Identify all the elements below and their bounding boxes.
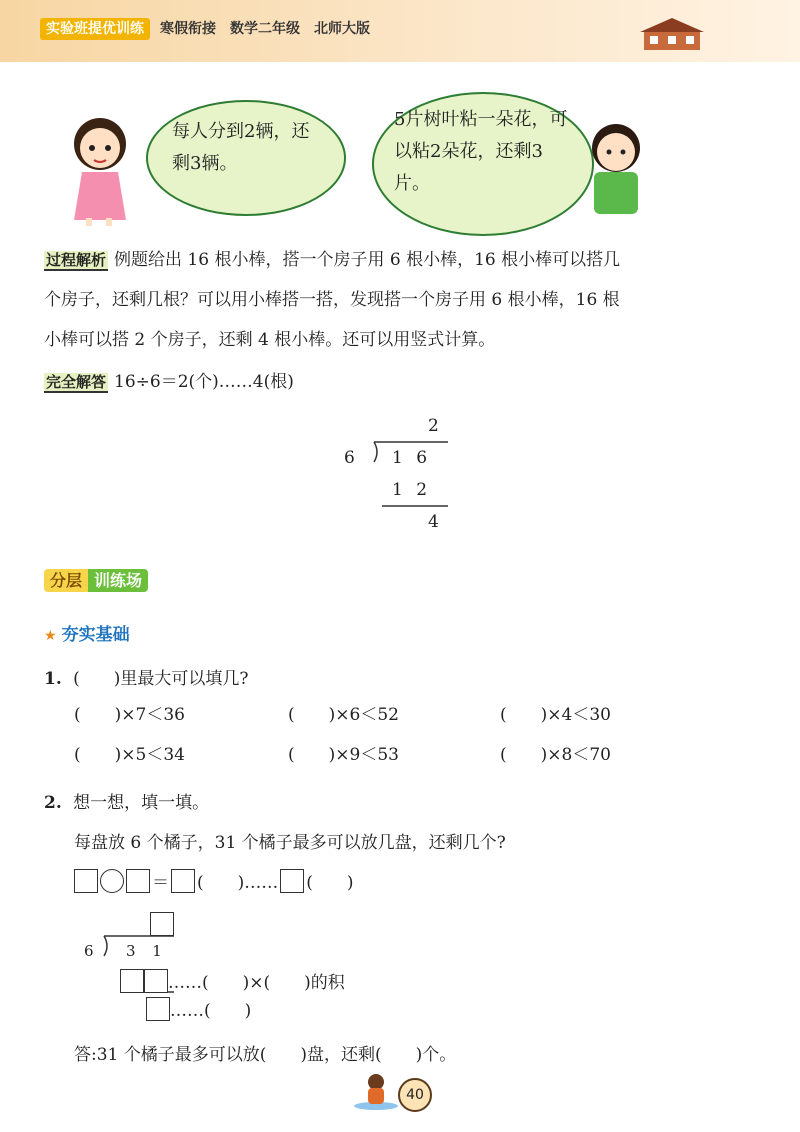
remainder-explanation[interactable]: ……( ) xyxy=(170,1001,252,1021)
answer-box[interactable] xyxy=(126,869,150,893)
section-title xyxy=(44,568,148,596)
q2-story: 每盘放 6 个橘子，31 个橘子最多可以放几盘，还剩几个? xyxy=(74,833,506,853)
boy-speech-text: 5片树叶粘一朵花，可以粘2朵花，还剩3片。 xyxy=(394,109,568,194)
q2-heading xyxy=(44,788,209,813)
division-quotient: 2 xyxy=(428,416,439,436)
remainder-unit-blank[interactable]: ( ) xyxy=(306,873,354,893)
q2-row-product xyxy=(120,968,345,993)
q1-prompt: ( )里最大可以填几? xyxy=(73,669,249,689)
division-divisor: 6 xyxy=(344,448,355,468)
answer-box[interactable] xyxy=(74,869,98,893)
q1-heading xyxy=(44,664,249,689)
division-dividend: 1 6 xyxy=(392,448,432,468)
q1-item-6: ( )×8＜70 xyxy=(500,745,611,765)
answer-tag: 完全解答 xyxy=(46,373,107,391)
boy-illustration xyxy=(580,118,652,218)
girl-illustration xyxy=(60,110,152,228)
q1-item-1: ( )×7＜36 xyxy=(74,705,185,725)
section-title-part1: 分层 xyxy=(44,569,88,592)
analysis-block xyxy=(44,240,764,360)
page-number: 40 xyxy=(398,1078,432,1112)
answer-box[interactable] xyxy=(280,869,304,893)
analysis-line-1: 例题给出 16 根小棒，搭一个房子用 6 根小棒，16 根小棒可以搭几 xyxy=(114,250,621,270)
star-icon: ★ xyxy=(44,628,57,644)
q1-item-2: ( )×6＜52 xyxy=(288,705,399,725)
q2-number: 2. xyxy=(44,793,62,813)
product-explanation[interactable]: ……( )×( )的积 xyxy=(168,973,345,993)
q2-dividend: 3 1 xyxy=(126,942,168,960)
answer-box[interactable] xyxy=(144,969,168,993)
answer-box[interactable] xyxy=(146,997,170,1021)
q2-prompt: 想一想，填一填。 xyxy=(73,793,210,813)
answer-box[interactable] xyxy=(120,969,144,993)
q2-answer-line[interactable]: 答:31 个橘子最多可以放( )盘，还剩( )个。 xyxy=(74,1045,457,1065)
header-subtitle: 寒假衔接 数学二年级 北师大版 xyxy=(160,21,370,37)
q1-number: 1. xyxy=(44,669,62,689)
mascot-icon xyxy=(346,1070,400,1112)
answer-row xyxy=(44,362,294,402)
division-remainder: 4 xyxy=(428,512,439,532)
section-title-part2: 训练场 xyxy=(88,569,148,592)
analysis-line-3: 小棒可以搭 2 个房子，还剩 4 根小棒。还可以用竖式计算。 xyxy=(44,330,496,350)
analysis-tag: 过程解析 xyxy=(46,251,107,269)
girl-speech-text: 每人分到2辆，还剩3辆。 xyxy=(172,121,310,174)
q2-equation xyxy=(74,868,354,893)
q1-item-5: ( )×9＜53 xyxy=(288,745,399,765)
q1-item-4: ( )×5＜34 xyxy=(74,745,185,765)
q2-divisor: 6 xyxy=(84,942,94,960)
equals-sign: ＝ xyxy=(152,873,169,893)
quotient-unit-blank[interactable]: ( )…… xyxy=(197,873,279,893)
analysis-line-2: 个房子，还剩几根？可以用小棒搭一搭，发现搭一个房子用 6 根小棒，16 根 xyxy=(44,290,620,310)
subhead-row xyxy=(44,620,130,645)
q2-row-remainder xyxy=(146,996,251,1021)
operator-circle[interactable] xyxy=(100,869,124,893)
house-icon xyxy=(640,18,704,52)
q1-item-3: ( )×4＜30 xyxy=(500,705,611,725)
quotient-box[interactable] xyxy=(150,912,174,936)
subhead: 夯实基础 xyxy=(61,625,130,645)
answer-box[interactable] xyxy=(171,869,195,893)
series-badge: 实验班提优训练 xyxy=(40,18,150,40)
answer-expression: 16÷6＝2(个)……4(根) xyxy=(114,372,294,392)
division-product: 1 2 xyxy=(392,480,432,500)
